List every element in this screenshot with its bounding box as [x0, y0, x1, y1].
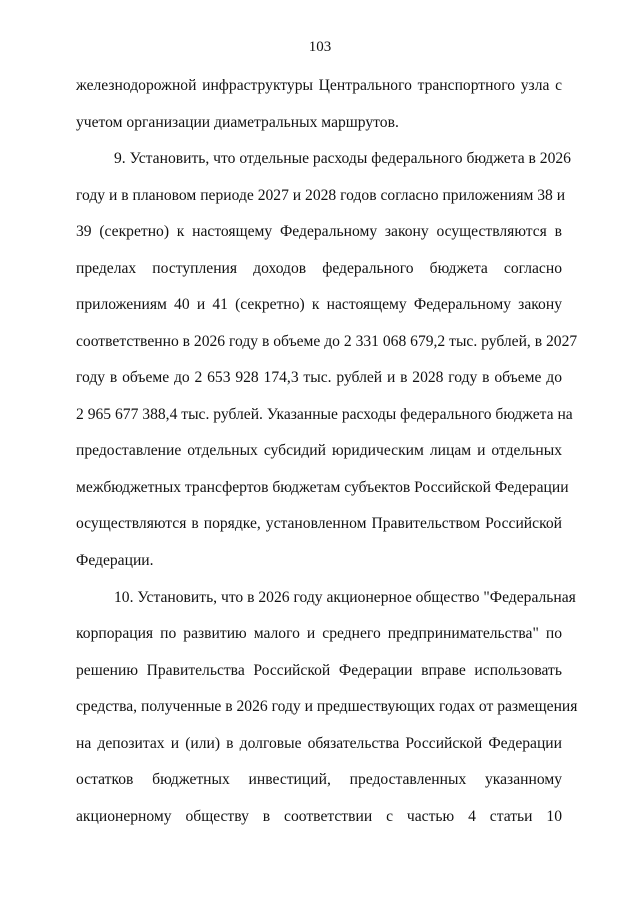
text-line: 9. Установить, что отдельные расходы федерального бюджета в 2026: [114, 150, 571, 167]
text-line: осуществляются в порядке, установленном Правительством Российской: [76, 515, 562, 532]
text-line: соответственно в 2026 году в объеме до 2 331 068 679,2 тыс. рублей, в 2027: [76, 333, 578, 350]
text-line: Федерации.: [76, 552, 154, 569]
page-number: 103: [308, 39, 332, 55]
text-line: году в объеме до 2 653 928 174,3 тыс. рублей и в 2028 году в объеме до: [76, 369, 562, 386]
text-line: остатков бюджетных инвестиций, предоставленных указанному: [76, 771, 562, 788]
text-line: 2 965 677 388,4 тыс. рублей. Указанные расходы федерального бюджета на: [76, 406, 573, 423]
text-line: приложениям 40 и 41 (секретно) к настоящему Федеральному закону: [76, 296, 562, 313]
text-line: 10. Установить, что в 2026 году акционерное общество "Федеральная: [114, 589, 576, 606]
text-line: году и в плановом периоде 2027 и 2028 годов согласно приложениям 38 и: [76, 187, 566, 204]
text-line: акционерному обществу в соответствии с частью 4 статьи 10: [76, 808, 562, 825]
text-line: 39 (секретно) к настоящему Федеральному закону осуществляются в: [76, 223, 562, 240]
text-line: корпорация по развитию малого и среднего предпринимательства" по: [76, 625, 562, 642]
text-line: средства, полученные в 2026 году и предшествующих годах от размещения: [76, 698, 578, 715]
text-line: железнодорожной инфраструктуры Центрального транспортного узла с: [76, 77, 562, 94]
text-line: учетом организации диаметральных маршрутов.: [76, 114, 399, 131]
text-line: пределах поступления доходов федерального бюджета согласно: [76, 260, 562, 277]
text-line: межбюджетных трансфертов бюджетам субъектов Российской Федерации: [76, 479, 569, 496]
text-line: решению Правительства Российской Федерации вправе использовать: [76, 662, 562, 679]
text-line: предоставление отдельных субсидий юридическим лицам и отдельных: [76, 442, 562, 459]
text-line: на депозитах и (или) в долговые обязательства Российской Федерации: [76, 735, 562, 752]
